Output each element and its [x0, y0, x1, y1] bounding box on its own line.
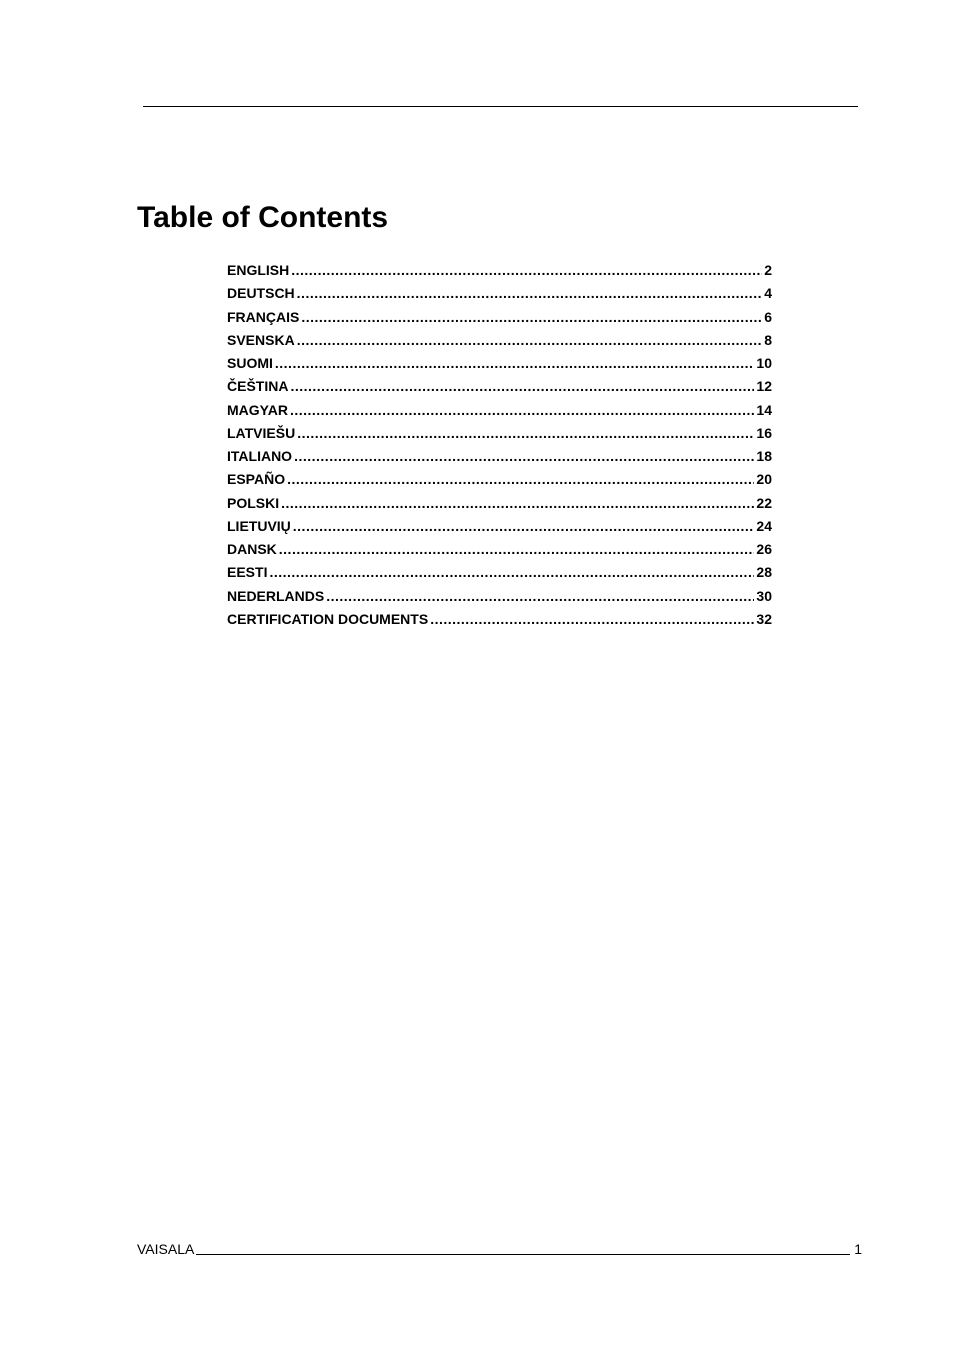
toc-entry[interactable]	[227, 259, 772, 282]
toc-entry-page: 4	[764, 285, 772, 302]
toc-leader-dots	[293, 515, 755, 538]
toc-entry[interactable]	[227, 538, 772, 561]
toc-entry-label: SUOMI	[227, 355, 273, 371]
toc-entry-label: LIETUVIŲ	[227, 517, 291, 534]
toc-entry-label: SVENSKA	[227, 331, 295, 348]
toc-entry-label: CERTIFICATION DOCUMENTS	[227, 610, 429, 627]
toc-entry[interactable]	[227, 282, 772, 305]
footer-page-number: 1	[854, 1241, 862, 1257]
toc-entry-page: 30	[756, 587, 772, 604]
toc-entry-page: 8	[764, 331, 772, 348]
toc-entry[interactable]	[227, 561, 772, 584]
toc-entry-label: NEDERLANDS	[227, 587, 325, 604]
footer-brand: VAISALA	[137, 1241, 195, 1257]
header-rule	[143, 106, 858, 107]
toc-entry[interactable]	[227, 399, 772, 422]
toc-entry-label: LATVIEŠU	[227, 424, 296, 441]
toc-entry-label: DANSK	[227, 541, 277, 557]
toc-entry-label: ITALIANO	[227, 448, 293, 464]
toc-leader-dots	[326, 585, 754, 608]
toc-entry[interactable]	[227, 515, 772, 538]
toc-leader-dots	[294, 445, 754, 468]
page-title: Table of Contents	[137, 201, 389, 234]
toc-entry[interactable]	[227, 352, 772, 375]
toc-entry-page: 12	[756, 378, 772, 395]
toc-entry-page: 10	[756, 355, 772, 371]
toc-leader-dots	[269, 561, 754, 584]
toc-entry-page: 26	[756, 541, 772, 557]
toc-entry-label: POLSKI	[227, 494, 280, 511]
toc-entry-page: 2	[764, 262, 772, 278]
table-of-contents	[227, 259, 772, 631]
toc-entry-page: 24	[756, 517, 772, 534]
toc-leader-dots	[290, 375, 754, 398]
toc-leader-dots	[281, 492, 754, 515]
toc-leader-dots	[287, 468, 754, 491]
toc-leader-dots	[291, 259, 762, 282]
toc-entry[interactable]	[227, 608, 772, 631]
toc-entry[interactable]	[227, 492, 772, 515]
toc-entry[interactable]	[227, 468, 772, 491]
toc-entry-page: 28	[756, 564, 772, 581]
toc-entry-page: 6	[764, 308, 772, 325]
toc-leader-dots	[275, 352, 755, 375]
toc-leader-dots	[297, 422, 754, 445]
toc-entry-page: 20	[756, 471, 772, 488]
toc-entry[interactable]	[227, 445, 772, 468]
toc-entry-label: DEUTSCH	[227, 285, 295, 302]
toc-entry-label: ESPAÑO	[227, 471, 286, 488]
toc-entry-label: FRANÇAIS	[227, 308, 300, 325]
toc-entry-page: 22	[756, 494, 772, 511]
toc-leader-dots	[297, 329, 763, 352]
toc-entry-label: ČEŠTINA	[227, 378, 289, 395]
toc-leader-dots	[301, 306, 762, 329]
toc-entry-page: 18	[756, 448, 772, 464]
toc-entry[interactable]	[227, 422, 772, 445]
toc-entry-label: ENGLISH	[227, 262, 290, 278]
toc-entry-label: MAGYAR	[227, 401, 288, 418]
toc-leader-dots	[430, 608, 754, 631]
toc-entry-label: EESTI	[227, 564, 268, 581]
page-footer	[137, 1238, 862, 1258]
toc-leader-dots	[279, 538, 755, 561]
toc-entry[interactable]	[227, 306, 772, 329]
toc-entry-page: 32	[756, 610, 772, 627]
toc-leader-dots	[297, 282, 763, 305]
toc-entry[interactable]	[227, 585, 772, 608]
footer-rule	[196, 1254, 850, 1255]
toc-entry-page: 14	[756, 401, 772, 418]
toc-entry-page: 16	[756, 424, 772, 441]
toc-entry[interactable]	[227, 375, 772, 398]
toc-leader-dots	[290, 399, 754, 422]
toc-entry[interactable]	[227, 329, 772, 352]
